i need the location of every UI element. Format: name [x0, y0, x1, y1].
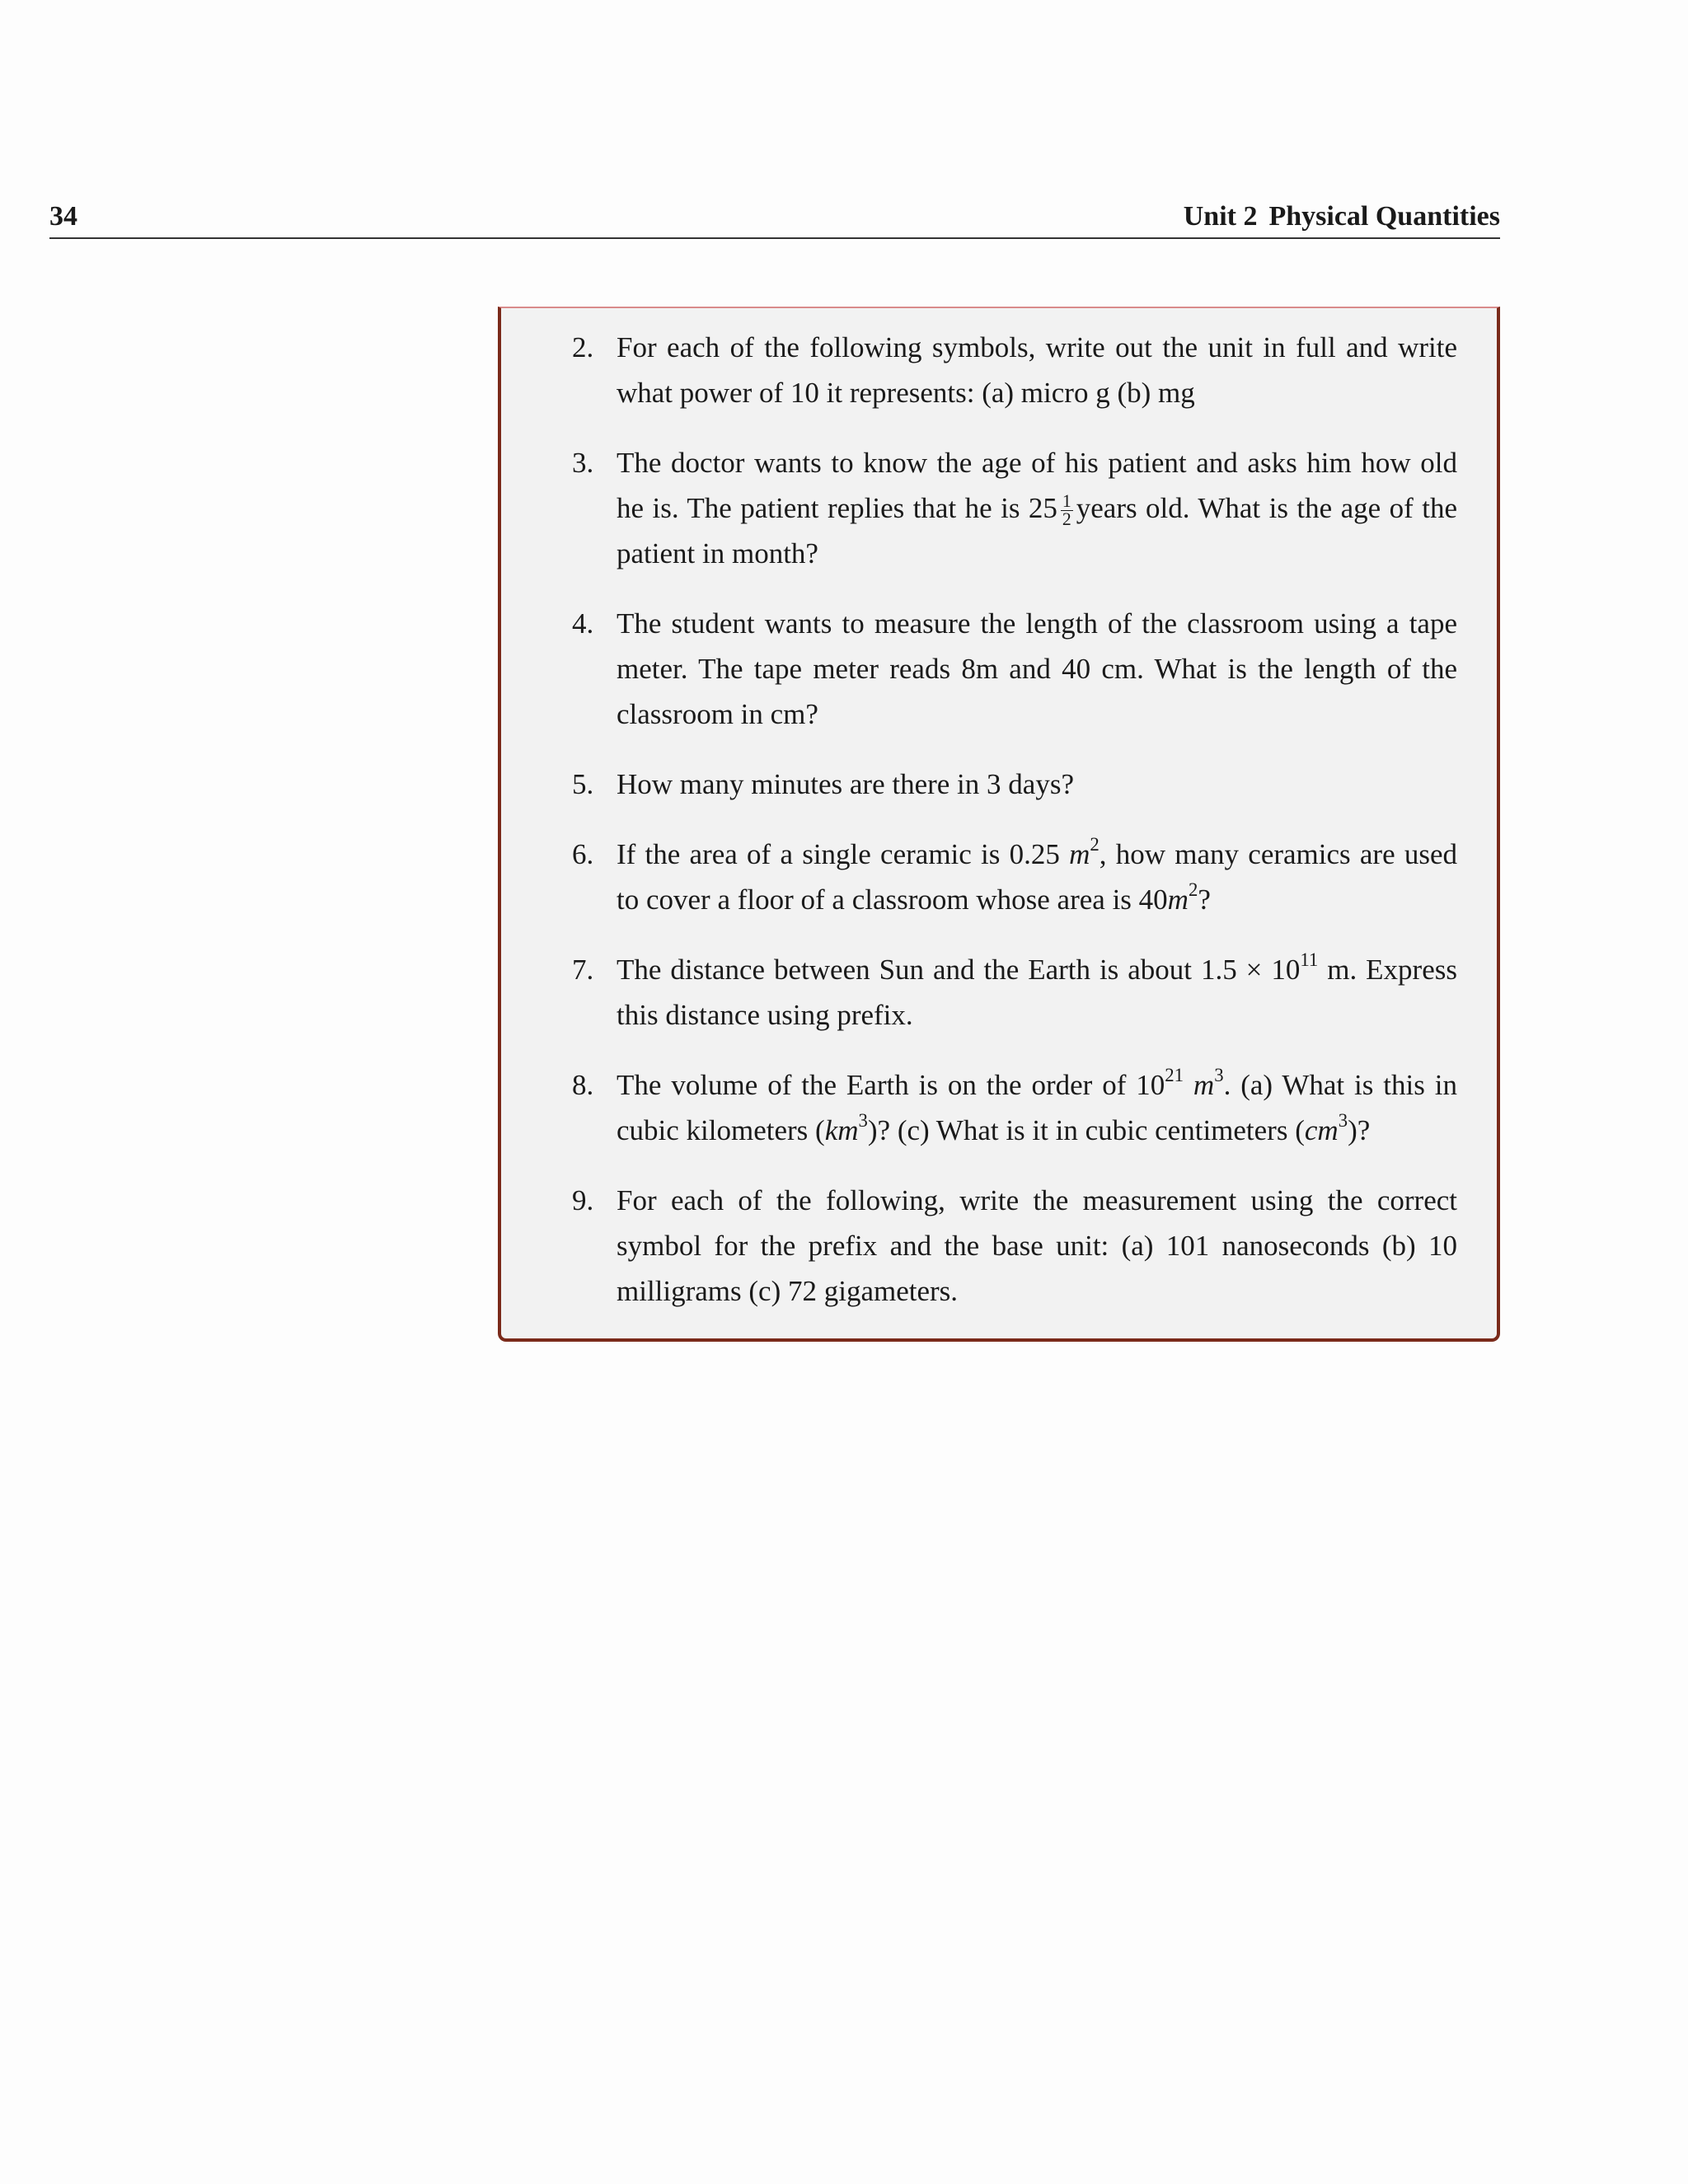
math-unit: m — [1193, 1069, 1215, 1101]
exponent: 2 — [1188, 879, 1198, 900]
exercise-item-3 — [501, 440, 1497, 576]
page-number: 34 — [49, 201, 77, 232]
exponent: 2 — [1090, 833, 1100, 855]
exercise-number: 3. — [572, 447, 594, 479]
exercise-text: The distance between Sun and the Earth is about 1.5 × 10 — [617, 954, 1301, 986]
exponent: 3 — [858, 1109, 868, 1131]
exercise-text: )? — [1348, 1114, 1371, 1146]
exercise-item-9 — [501, 1178, 1497, 1314]
exercise-item-2 — [501, 325, 1497, 415]
running-header — [49, 196, 1500, 239]
exercise-number: 2. — [572, 331, 594, 363]
exercise-list — [501, 325, 1497, 1338]
exercise-text: years old. What is the age of the patient in month? — [617, 492, 1457, 569]
exercise-number: 8. — [572, 1069, 594, 1101]
exercise-text: )? (c) What is it in cubic centimeters ( — [867, 1114, 1305, 1146]
exercise-text: The volume of the Earth is on the order of 10 — [617, 1069, 1165, 1101]
exponent: 11 — [1300, 949, 1319, 970]
exercise-text: The student wants to measure the length of the classroom using a tape meter. The tape meter reads 8m and 40 cm. What is the length of the classroom in cm? — [617, 607, 1457, 730]
exercise-number: 9. — [572, 1184, 594, 1216]
exercise-item-6 — [501, 832, 1497, 922]
exercise-number: 6. — [572, 838, 594, 870]
exponent: 3 — [1214, 1064, 1224, 1085]
exercise-item-7 — [501, 947, 1497, 1038]
exercise-text: The doctor wants to know the age of his patient and asks him how old he is. The patient replies that he is 25 — [617, 447, 1457, 524]
math-unit: m — [1069, 838, 1090, 870]
exercise-item-5 — [501, 762, 1497, 807]
exercise-text: , how many ceramics are used to cover a floor of a classroom whose area is 40 — [617, 838, 1458, 916]
math-unit: cm — [1304, 1114, 1339, 1146]
exponent: 21 — [1165, 1064, 1184, 1085]
exercise-number: 5. — [572, 768, 594, 800]
fraction — [1061, 490, 1073, 530]
exercise-text: For each of the following symbols, write out the unit in full and write what power of 10 it represents: (a) micro g (b) mg — [617, 331, 1457, 409]
exercise-item-4 — [501, 601, 1497, 737]
exercise-text: How many minutes are there in 3 days? — [617, 768, 1074, 800]
exercise-number: 7. — [572, 954, 594, 986]
math-unit: km — [824, 1114, 859, 1146]
exercise-box — [498, 307, 1500, 1342]
unit-label: Unit 2 — [1183, 201, 1258, 232]
exercise-text: m. Express this distance using prefix. — [617, 954, 1457, 1031]
exponent: 3 — [1338, 1109, 1348, 1131]
fraction-denominator: 2 — [1062, 509, 1071, 530]
exercise-text: ? — [1198, 883, 1211, 916]
exercise-text: . (a) What is this in cubic kilometers ( — [617, 1069, 1457, 1146]
math-unit: m — [1167, 883, 1189, 916]
exercise-number: 4. — [572, 607, 594, 640]
exercise-text: If the area of a single ceramic is 0.25 — [617, 838, 1060, 870]
fraction-numerator: 1 — [1062, 490, 1071, 511]
exercise-text: For each of the following, write the measurement using the correct symbol for the prefix and the base unit: (a) 101 nanoseconds (b) 10 milligrams (c) 72 gigameters. — [617, 1184, 1457, 1307]
unit-title — [1184, 201, 1500, 232]
exercise-item-8 — [501, 1062, 1497, 1153]
unit-name: Physical Quantities — [1268, 201, 1500, 232]
